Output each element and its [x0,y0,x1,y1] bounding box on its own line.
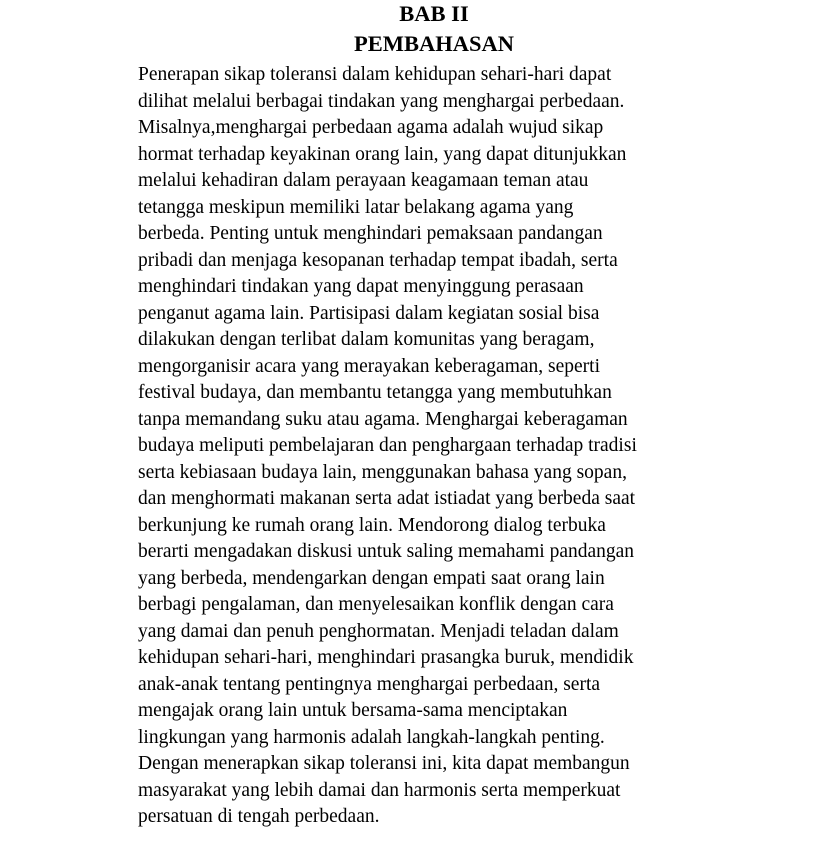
paragraph-line: hormat terhadap keyakinan orang lain, yang dapat ditunjukkan [138,143,627,165]
paragraph-line: penganut agama lain. Partisipasi dalam kegiatan sosial bisa [138,302,600,324]
paragraph-line: melalui kehadiran dalam perayaan keagamaan teman atau [138,170,589,191]
paragraph-line: budaya meliputi pembelajaran dan penghargaan terhadap tradisi [138,435,637,456]
paragraph-line: berkunjung ke rumah orang lain. Mendorong dialog terbuka [138,514,606,536]
paragraph-line: persatuan di tengah perbedaan. [138,806,380,827]
paragraph-line: Misalnya,menghargai perbedaan agama adalah wujud sikap [138,117,604,138]
body-paragraph [138,62,738,831]
paragraph-line: Penerapan sikap toleransi dalam kehidupan sehari-hari dapat [138,64,612,85]
paragraph-line: dan menghormati makanan serta adat istiadat yang berbeda saat [138,488,636,509]
paragraph-line: yang damai dan penuh penghormatan. Menjadi teladan dalam [138,620,619,642]
paragraph-line: serta kebiasaan budaya lain, menggunakan bahasa yang sopan, [138,461,627,483]
paragraph-line: mengorganisir acara yang merayakan keberagaman, seperti [138,355,601,377]
paragraph-line: anak-anak tentang pentingnya menghargai perbedaan, serta [138,673,601,695]
paragraph-line: berbeda. Penting untuk menghindari pemaksaan pandangan [138,223,603,244]
paragraph-line: tanpa memandang suku atau agama. Menghargai keberagaman [138,408,628,430]
section-title: PEMBAHASAN [353,31,514,56]
paragraph-line: berbagi pengalaman, dan menyelesaikan konflik dengan cara [138,594,614,615]
paragraph-line: menghindari tindakan yang dapat menyinggung perasaan [138,276,584,297]
paragraph-line: berarti mengadakan diskusi untuk saling memahami pandangan [138,541,635,562]
paragraph-line: Dengan menerapkan sikap toleransi ini, kita dapat membangun [138,753,630,774]
paragraph-line: yang berbeda, mendengarkan dengan empati saat orang lain [138,567,605,589]
paragraph-line: dilihat melalui berbagai tindakan yang menghargai perbedaan. [138,90,625,112]
paragraph-line: lingkungan yang harmonis adalah langkah-langkah penting. [138,726,605,748]
paragraph-line: pribadi dan menjaga kesopanan terhadap tempat ibadah, serta [138,249,618,271]
paragraph-line: tetangga meskipun memiliki latar belakang agama yang [138,196,574,218]
paragraph-line: kehidupan sehari-hari, menghindari prasangka buruk, mendidik [138,647,634,668]
paragraph-line: mengajak orang lain untuk bersama-sama menciptakan [138,700,568,721]
paragraph-line: dilakukan dengan terlibat dalam komunitas yang beragam, [138,329,595,350]
paragraph-line: festival budaya, dan membantu tetangga yang membutuhkan [138,382,612,403]
chapter-heading: BAB II [399,1,469,26]
paragraph-line: masyarakat yang lebih damai dan harmonis serta memperkuat [138,779,621,801]
